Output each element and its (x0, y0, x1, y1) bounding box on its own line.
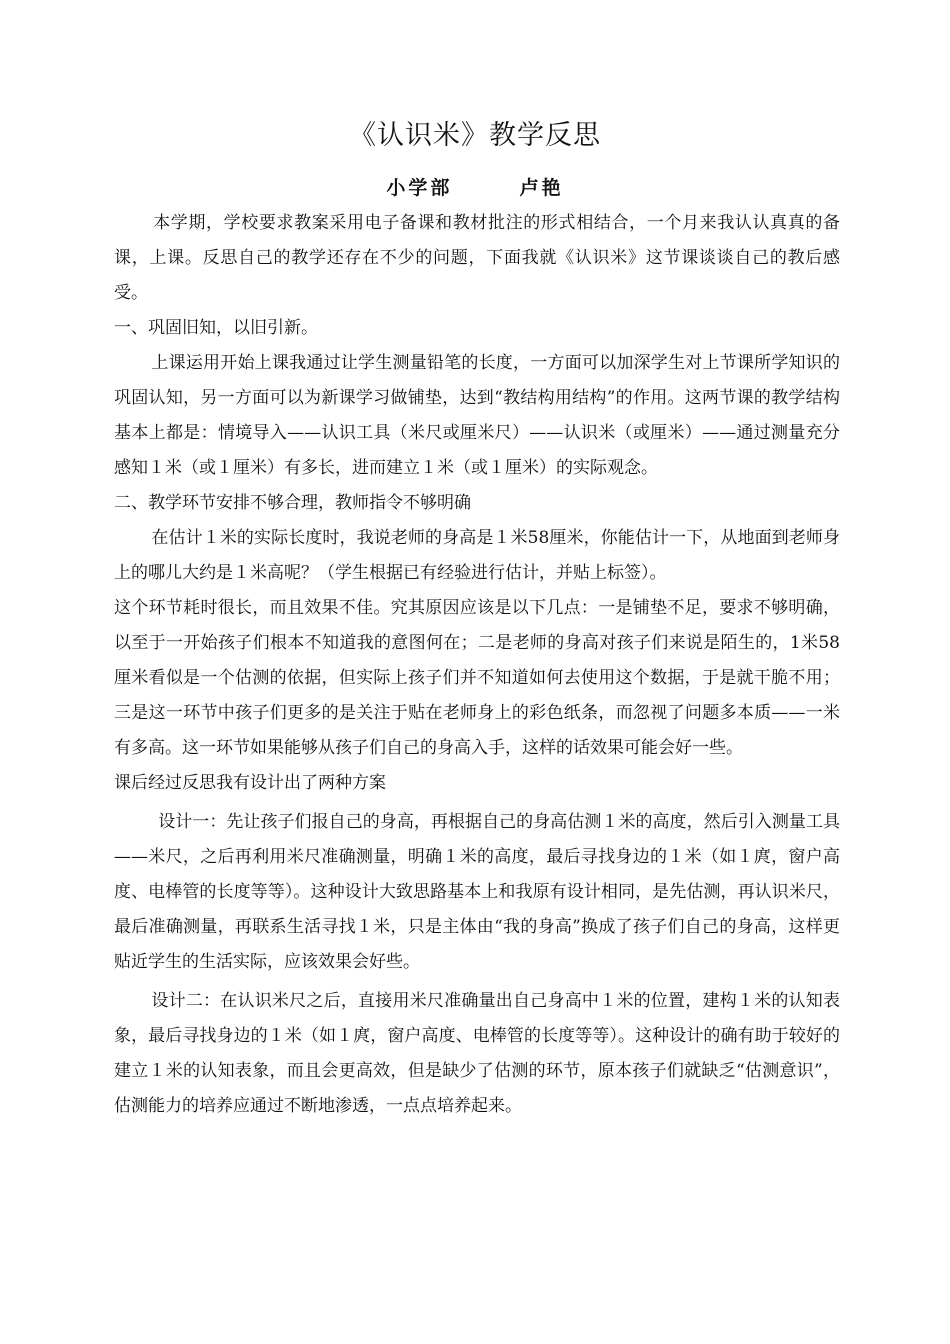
paragraph-design-2: 设计二：在认识米尺之后，直接用米尺准确量出自己身高中１米的位置，建构１米的认知表象，最后寻找身边的１米（如１庹，窗户高度、电棒管的长度等等）。这种设计的确有助于较好的建立１米的认知表象，而且会更高效，但是缺少了估测的环节，原本孩子们就缺乏“估测意识”，估测能力的培养应通过不断地渗透，一点点培养起来。 (114, 991, 840, 1116)
document-title: 《认识米》教学反思 (349, 120, 601, 151)
author-byline: 小学部 卢艳 (386, 177, 564, 199)
document-body (114, 206, 840, 1124)
paragraph-intro: 本学期，学校要求教案采用电子备课和教材批注的形式相结合，一个月来我认认真真的备课，上课。反思自己的教学还存在不少的问题，下面我就《认识米》这节课谈谈自己的教后感受。 (114, 213, 840, 303)
paragraph-plans-intro: 课后经过反思我有设计出了两种方案 (114, 773, 386, 793)
section-heading-2: 二、教学环节安排不够合理，教师指令不够明确 (114, 493, 471, 513)
paragraph-analysis: 这个环节耗时很长，而且效果不佳。究其原因应该是以下几点：一是铺垫不足，要求不够明确，以至于一开始孩子们根本不知道我的意图何在；二是老师的身高对孩子们来说是陌生的，1米58厘米看似是一个估测的依据，但实际上孩子们并不知道如何去使用这个数据，于是就干脆不用；三是这一环节中孩子们更多的是关注于贴在老师身上的彩色纸条，而忽视了问题多本质——一米有多高。这一环节如果能够从孩子们自己的身高入手，这样的话效果可能会好一些。 (114, 598, 840, 758)
section-heading-1: 一、巩固旧知，以旧引新。 (114, 318, 318, 338)
paragraph-estimate: 在估计１米的实际长度时，我说老师的身高是１米58厘米，你能估计一下，从地面到老师身上的哪儿大约是１米高呢？（学生根据已有经验进行估计，并贴上标签）。 (114, 528, 840, 583)
paragraph-review: 上课运用开始上课我通过让学生测量铅笔的长度，一方面可以加深学生对上节课所学知识的巩固认知，另一方面可以为新课学习做铺垫，达到“教结构用结构”的作用。这两节课的教学结构基本上都是：情境导入——认识工具（米尺或厘米尺）——认识米（或厘米）——通过测量充分感知１米（或１厘米）有多长，进而建立１米（或１厘米）的实际观念。 (114, 353, 840, 478)
paragraph-design-1: 设计一：先让孩子们报自己的身高，再根据自己的身高估测１米的高度，然后引入测量工具——米尺，之后再利用米尺准确测量，明确１米的高度，最后寻找身边的１米（如１庹，窗户高度、电棒管的长度等等）。这种设计大致思路基本上和我原有设计相同，是先估测，再认识米尺，最后准确测量，再联系生活寻找１米，只是主体由“我的身高”换成了孩子们自己的身高，这样更贴近学生的生活实际，应该效果会好些。 (114, 812, 840, 972)
